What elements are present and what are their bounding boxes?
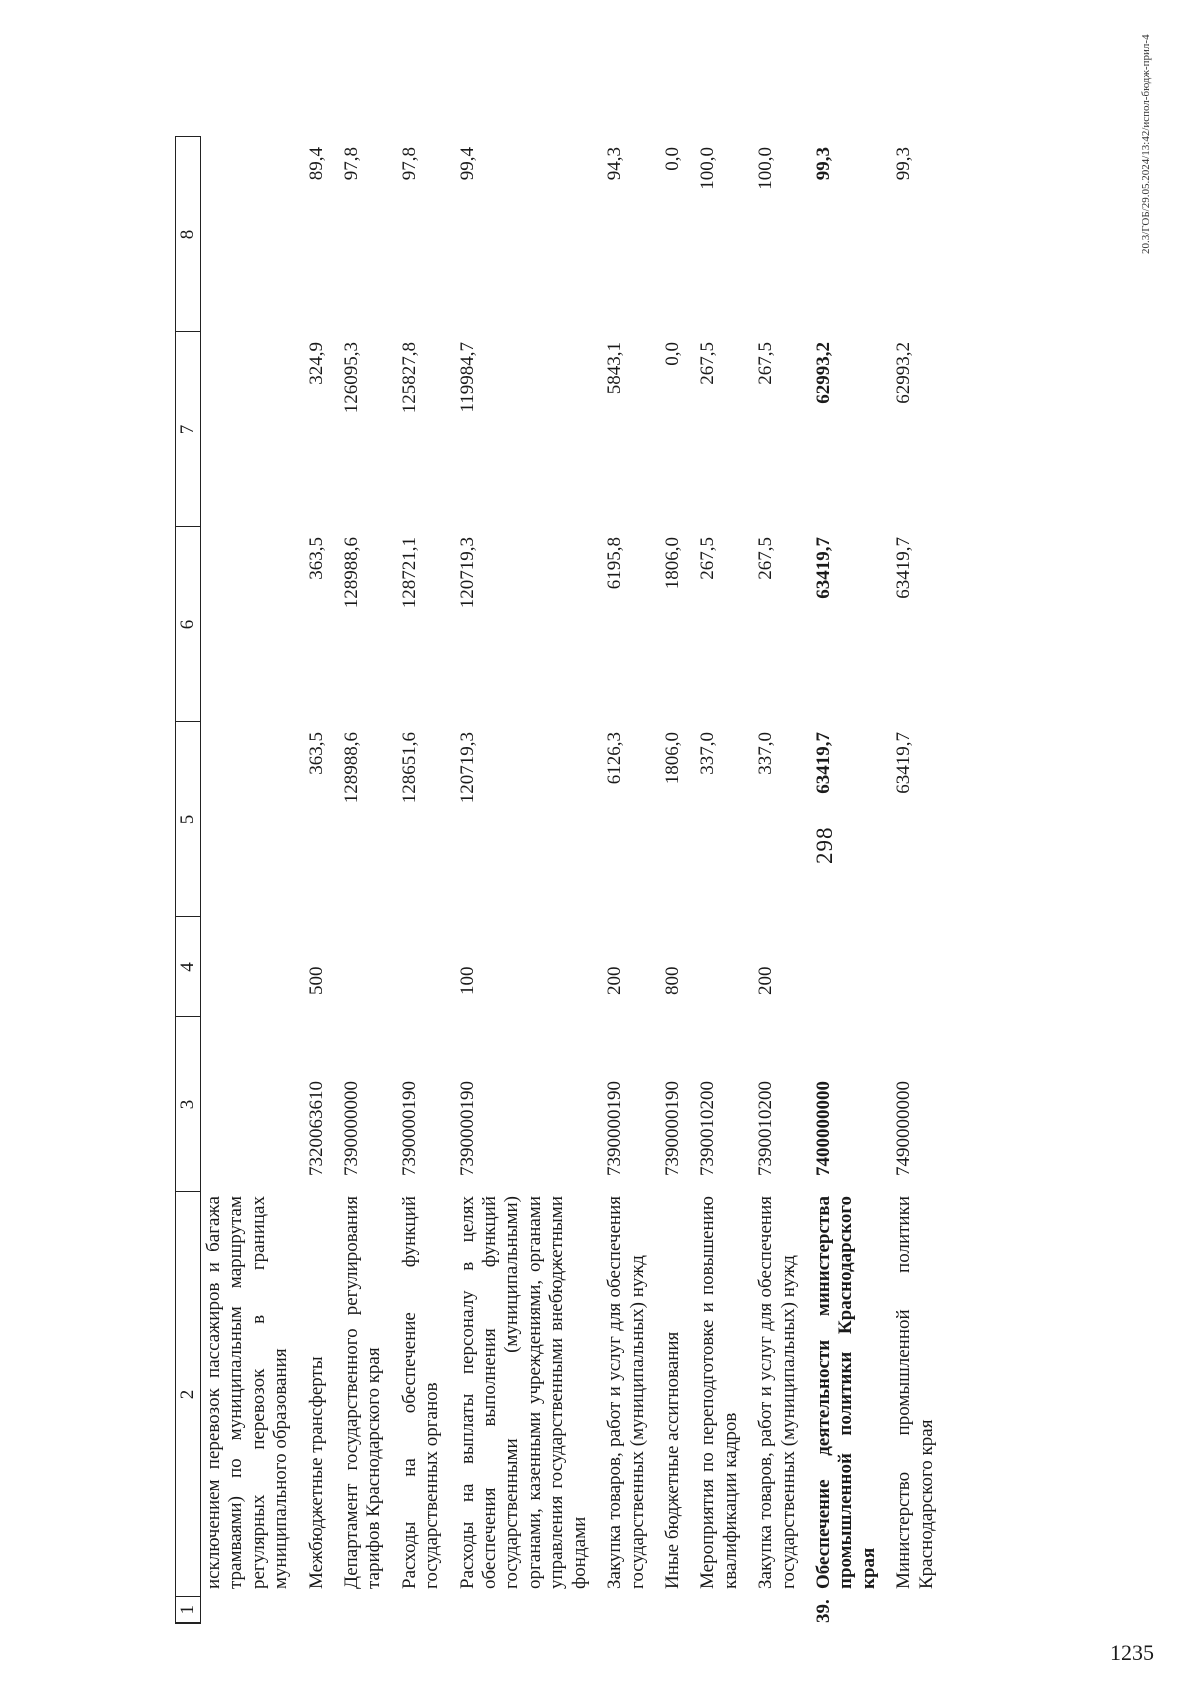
cell-executed: 62993,2 — [812, 342, 834, 404]
cell-name: Обеспечение деятельности министерства промышленной политики Краснодарского края — [812, 1196, 879, 1589]
cell-row-number — [662, 1597, 697, 1623]
cell-name: Закупка товаров, работ и услуг для обеспечения государственных (муниципальных) нужд — [755, 1196, 799, 1589]
cell-approved: 120719,3 — [456, 732, 478, 804]
cell-budget-list: 63419,7 — [893, 537, 915, 599]
cell-expense-type: 200 — [755, 966, 777, 995]
cell-percent: 99,3 — [893, 147, 915, 181]
column-header-5: 5 — [176, 722, 201, 917]
cell-target-article: 7390010200 — [755, 1081, 777, 1176]
cell-approved: 63419,7 — [893, 732, 915, 794]
cell-executed: 126095,3 — [341, 342, 363, 414]
table-row — [893, 137, 951, 1623]
cell-name: Закупка товаров, работ и услуг для обеспечения государственных (муниципальных) нужд — [604, 1196, 648, 1589]
cell-expense-type: 800 — [661, 966, 683, 995]
sheet-number: 1235 — [1110, 1640, 1154, 1665]
cell-approved: 6126,3 — [604, 732, 626, 785]
column-header-6: 6 — [176, 527, 201, 722]
cell-row-number — [306, 1597, 341, 1623]
cell-budget-list: 6195,8 — [604, 537, 626, 590]
cell-row-number — [604, 1597, 662, 1623]
cell-percent: 99,3 — [812, 147, 834, 181]
table-row — [341, 137, 399, 1623]
cell-name: Министерство промышленной политики Краснодарского края — [893, 1196, 937, 1589]
cell-name: Департамент государственного регулирования тарифов Краснодарского края — [341, 1196, 385, 1589]
column-header-1: 1 — [176, 1597, 201, 1623]
table-row — [306, 137, 341, 1623]
column-header-3: 3 — [176, 1017, 201, 1192]
cell-expense-type: 200 — [604, 966, 626, 995]
cell-approved: 63419,7 — [812, 732, 834, 794]
cell-name: Расходы на выплаты персоналу в целях обеспечения выполнения функций государственными (муниципальными) органами, казенными учреждениями, органами управления государственными внебюджетными фондами — [456, 1196, 590, 1589]
cell-target-article: 7320063610 — [305, 1081, 327, 1176]
cell-target-article: 7390000190 — [456, 1081, 478, 1176]
cell-executed: 267,5 — [755, 342, 777, 385]
cell-name: Межбюджетные трансферты — [305, 1356, 327, 1589]
column-header-4: 4 — [176, 917, 201, 1017]
cell-expense-type — [697, 917, 755, 1017]
table-row — [604, 137, 662, 1623]
cell-approved: 128651,6 — [398, 732, 420, 804]
cell-row-number — [341, 1597, 399, 1623]
cell-budget-list: 363,5 — [305, 537, 327, 580]
cell-target-article: 7400000000 — [812, 1081, 834, 1176]
cell-row-number — [893, 1597, 951, 1623]
table-row — [662, 137, 697, 1623]
cell-percent: 100,0 — [697, 147, 719, 190]
cell-executed: 5843,1 — [604, 342, 626, 395]
cell-expense-type: 100 — [456, 966, 478, 995]
cell-percent: 0,0 — [661, 147, 683, 171]
cell-target-article: 7490000000 — [893, 1081, 915, 1176]
cell-executed: 324,9 — [305, 342, 327, 385]
cell-row-number: 39. — [812, 1599, 834, 1623]
footer-code: 20.3/ГОБ/29.05.2024/13:42/испол-бюдж-прил-4 — [1140, 34, 1152, 254]
cell-budget-list: 1806,0 — [661, 537, 683, 590]
cell-approved — [201, 722, 306, 917]
cell-name: исключением перевозок пассажиров и багажа трамваями) по муниципальным маршрутам регулярных перевозок в границах муниципального образования — [203, 1196, 292, 1589]
cell-target-article: 7390000190 — [604, 1081, 626, 1176]
cell-row-number — [399, 1597, 457, 1623]
cell-expense-type — [201, 917, 306, 1017]
cell-executed: 267,5 — [697, 342, 719, 385]
cell-name: Мероприятия по переподготовке и повышению квалификации кадров — [697, 1196, 741, 1589]
budget-table — [175, 137, 951, 1625]
cell-row-number — [697, 1597, 755, 1623]
cell-target-article: 7390010200 — [697, 1081, 719, 1176]
cell-approved: 128988,6 — [341, 732, 363, 804]
cell-budget-list: 63419,7 — [812, 537, 834, 599]
cell-executed — [201, 332, 306, 527]
table-row — [755, 137, 813, 1623]
cell-percent: 97,8 — [398, 147, 420, 181]
cell-approved: 337,0 — [755, 732, 777, 775]
cell-percent: 89,4 — [305, 147, 327, 181]
cell-row-number — [201, 1597, 306, 1623]
cell-budget-list: 267,5 — [755, 537, 777, 580]
cell-executed: 0,0 — [661, 342, 683, 366]
cell-executed: 125827,8 — [398, 342, 420, 414]
table-row — [399, 137, 457, 1623]
cell-row-number — [457, 1597, 604, 1623]
cell-percent: 97,8 — [341, 147, 363, 181]
cell-percent: 94,3 — [604, 147, 626, 181]
column-header-8: 8 — [176, 137, 201, 332]
cell-budget-list — [201, 527, 306, 722]
cell-percent: 100,0 — [755, 147, 777, 190]
table-row — [697, 137, 755, 1623]
cell-name: Иные бюджетные ассигнования — [661, 1331, 683, 1589]
cell-budget-list: 128721,1 — [398, 537, 420, 609]
cell-budget-list: 120719,3 — [456, 537, 478, 609]
column-header-2: 2 — [176, 1192, 201, 1597]
cell-name: Расходы на обеспечение функций государственных органов — [398, 1196, 443, 1589]
cell-expense-type — [893, 917, 951, 1017]
cell-target-article: 7390000000 — [341, 1081, 363, 1176]
cell-approved: 1806,0 — [661, 732, 683, 785]
table-row — [457, 137, 604, 1623]
cell-row-number — [755, 1597, 813, 1623]
cell-percent — [201, 137, 306, 332]
cell-executed: 119984,7 — [456, 342, 478, 413]
cell-target-article: 7390000190 — [661, 1081, 683, 1176]
cell-approved: 363,5 — [305, 732, 327, 775]
table-header — [176, 137, 201, 1623]
cell-budget-list: 128988,6 — [341, 537, 363, 609]
cell-expense-type — [813, 917, 893, 1017]
table-row — [201, 137, 306, 1623]
cell-expense-type: 500 — [305, 966, 327, 995]
cell-approved: 337,0 — [697, 732, 719, 775]
table-row — [813, 137, 893, 1623]
cell-executed: 62993,2 — [893, 342, 915, 404]
cell-budget-list: 267,5 — [697, 537, 719, 580]
cell-expense-type — [399, 917, 457, 1017]
cell-target-article — [201, 1017, 306, 1192]
page-number: 298 — [812, 826, 837, 864]
cell-target-article: 7390000190 — [398, 1081, 420, 1176]
column-header-7: 7 — [176, 332, 201, 527]
table-body — [201, 137, 951, 1623]
cell-expense-type — [341, 917, 399, 1017]
cell-percent: 99,4 — [456, 147, 478, 181]
